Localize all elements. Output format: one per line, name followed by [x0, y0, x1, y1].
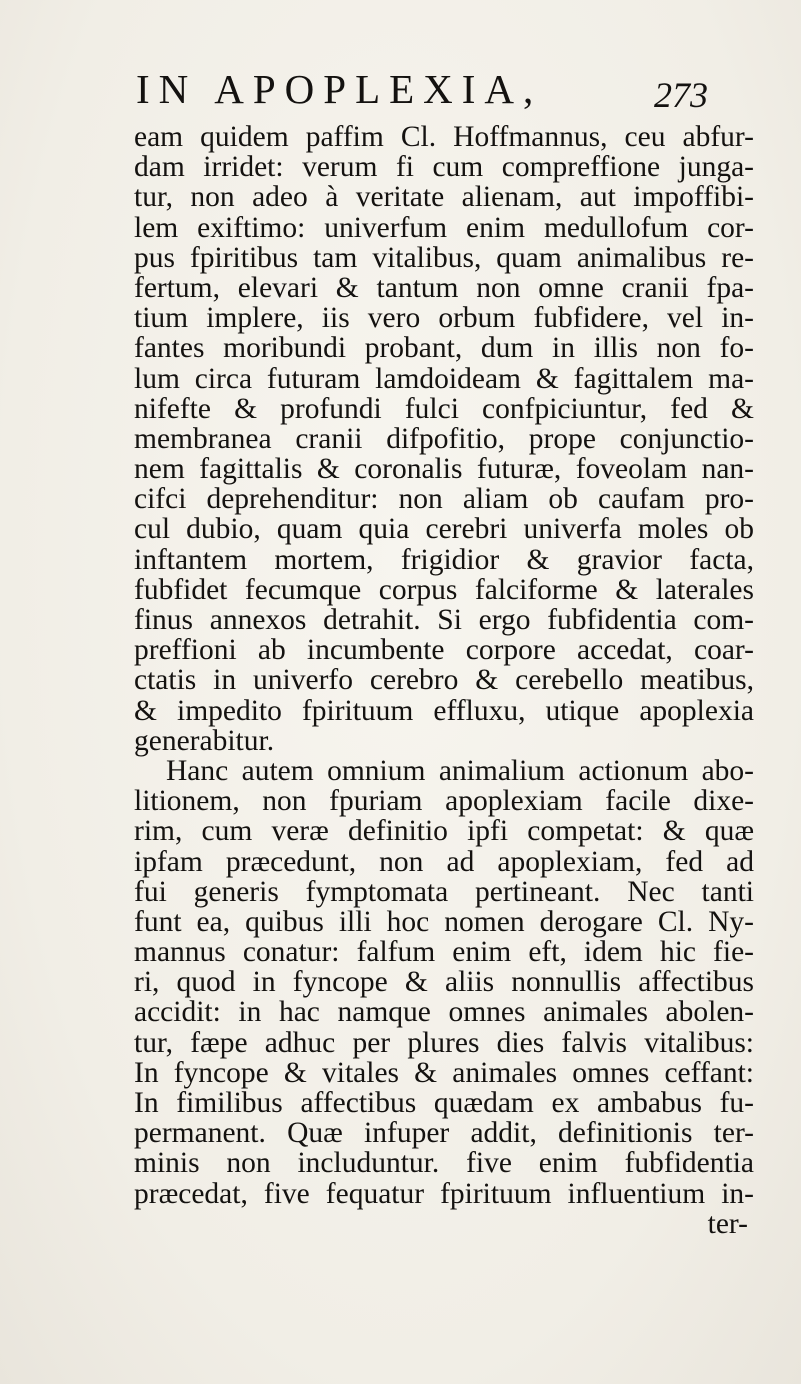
text-line: In fimilibus affectibus quædam ex ambabus fu- [134, 1087, 754, 1119]
catchword: ter- [707, 1207, 748, 1240]
text-line: tium implere, iis vero orbum fubfidere, vel in- [134, 302, 754, 335]
text-line: pus fpiritibus tam vitalibus, quam animalibus re- [134, 241, 754, 274]
text-line: tur, fæpe adhuc per plures dies falvis vitalibus: [134, 1026, 754, 1059]
text-line: tur, non adeo à veritate alienam, aut impoffibi- [134, 181, 754, 214]
running-head [136, 64, 736, 114]
text-line: inftantem mortem, frigidior & gravior facta, [134, 543, 754, 576]
text-line: mannus conatur: falfum enim eft, idem hic fie- [134, 936, 754, 969]
text-line: nifefte & profundi fulci confpiciuntur, fed & [134, 392, 754, 425]
text-line: generabitur. [134, 724, 275, 757]
text-line: rim, cum veræ definitio ipfi competat: & quæ [134, 815, 754, 848]
text-line: dam irridet: verum fi cum compreffione junga- [134, 151, 754, 184]
text-line: minis non includuntur. five enim fubfidentia [134, 1147, 754, 1180]
text-line: Hanc autem omnium animalium actionum abo- [166, 754, 754, 787]
text-line: eam quidem paffim Cl. Hoffmannus, ceu abfur- [134, 121, 754, 153]
page-number: 273 [654, 75, 708, 115]
text-line: litionem, non fpuriam apoplexiam facile dixe- [134, 785, 754, 818]
text-line: permanent. Quæ infuper addit, definitionis ter- [134, 1117, 754, 1150]
text-line: fui generis fymptomata pertineant. Nec tanti [134, 875, 754, 908]
text-line: fantes moribundi probant, dum in illis non fo- [134, 332, 754, 365]
text-line: preffioni ab incumbente corpore accedat, coar- [134, 634, 754, 667]
text-line: nem fagittalis & coronalis futuræ, foveolam nan- [134, 453, 754, 486]
text-line: præcedat, five fequatur fpirituum influentium in- [134, 1177, 754, 1210]
text-line: cul dubio, quam quia cerebri univerfa moles ob [134, 513, 754, 546]
text-line: accidit: in hac namque omnes animales abolen- [134, 996, 754, 1029]
text-line: ctatis in univerfo cerebro & cerebello meatibus, [134, 664, 754, 697]
text-line: lem exiftimo: univerfum enim medullofum cor- [134, 211, 754, 244]
text-line: ri, quod in fyncope & aliis nonnullis affectibus [134, 966, 754, 999]
text-line: funt ea, quibus illi hoc nomen derogare Cl. Ny- [134, 905, 754, 938]
text-line: ipfam præcedunt, non ad apoplexiam, fed ad [134, 845, 754, 878]
text-line: & impedito fpirituum effluxu, utique apoplexia [134, 694, 754, 727]
text-line: finus annexos detrahit. Si ergo fubfidentia com- [134, 604, 754, 636]
text-line: membranea cranii difpofitio, prope conjunctio- [134, 422, 754, 455]
body-text [134, 122, 754, 1239]
text-line: cifci deprehenditur: non aliam ob caufam pro- [134, 483, 754, 516]
text-line: fertum, elevari & tantum non omne cranii fpa- [134, 271, 754, 304]
running-title: IN APOPLEXIA, [136, 66, 543, 112]
text-line: lum circa futuram lamdoideam & fagittalem ma- [134, 362, 754, 395]
text-line: In fyncope & vitales & animales omnes ceffant: [134, 1056, 754, 1089]
text-line: fubfidet fecumque corpus falciforme & laterales [134, 573, 754, 606]
